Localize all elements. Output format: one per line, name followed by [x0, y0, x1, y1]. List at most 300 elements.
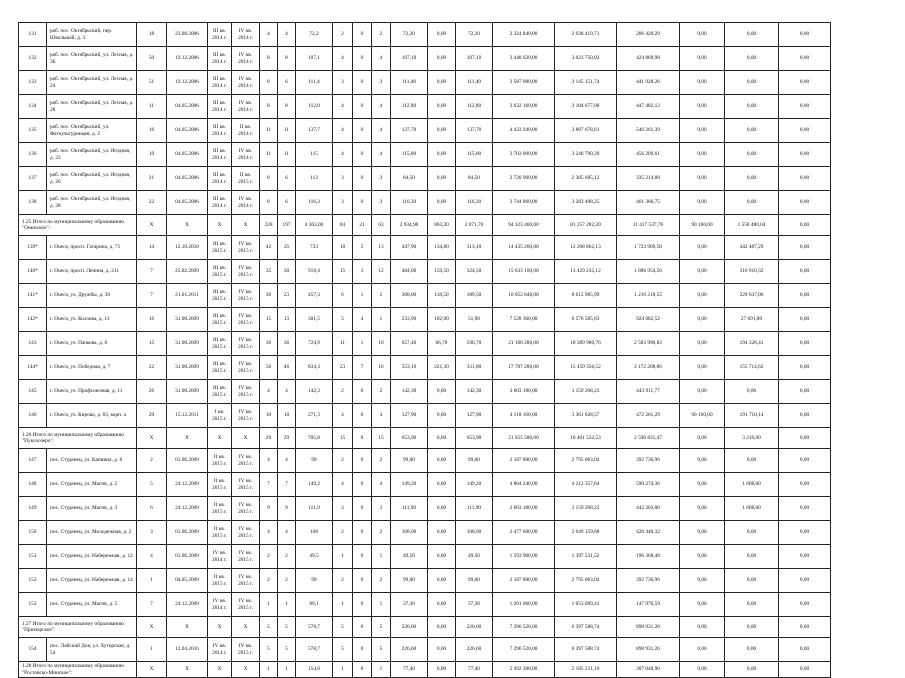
cell-c18: 307 048,90 [617, 662, 680, 678]
cell-c21: 0,00 [779, 191, 831, 215]
cell-c6: IV кв. 2014 г. [232, 47, 260, 71]
cell-c4: 01.06.2009 [167, 449, 208, 473]
cell-c4: 04.05.2006 [167, 95, 208, 119]
cell-c15: 49,50 [456, 545, 493, 569]
cell-c8: 5 [278, 617, 296, 638]
cell-c13: 226,60 [391, 617, 428, 638]
cell-c5: III кв. 2014 г. [208, 71, 232, 95]
cell-c19: 0,00 [680, 308, 725, 332]
cell-c5: III кв. 2015 г. [208, 308, 232, 332]
cell-c20: 0,00 [725, 71, 779, 95]
cell-c13: 77,40 [391, 662, 428, 678]
cell-c13: 226,60 [391, 638, 428, 662]
cell-c7: 7 [260, 473, 278, 497]
address-cell: г. Онега, ул. Пачкова, д. 8 [47, 332, 137, 356]
cell-c8: 4 [278, 521, 296, 545]
subtotal-label: 1.28 Итого по муниципальному образованию "Ростовско-Минское": [19, 662, 137, 678]
address-cell: раб. пос. Октябрьский, ул. Ягодная, д. 23 [47, 143, 137, 167]
cell-c5: III кв. 2015 г. [208, 332, 232, 356]
cell-c14: 0,00 [428, 545, 456, 569]
cell-c7: 30 [260, 284, 278, 308]
cell-c10: 5 [333, 638, 353, 662]
table-row [19, 308, 831, 332]
cell-c9: 111,4 [296, 71, 333, 95]
table-row [19, 449, 831, 473]
cell-c5: III кв. 2014 г. [208, 167, 232, 191]
cell-c10: 1 [333, 545, 353, 569]
cell-c9: 113 [296, 167, 333, 191]
cell-c6: IV кв. 2015 г. [232, 638, 260, 662]
cell-c18: 2 590 831,47 [617, 428, 680, 449]
cell-c15: 653,90 [456, 428, 493, 449]
cell-c9: 149,2 [296, 473, 333, 497]
cell-c13: 112,80 [391, 95, 428, 119]
cell-c15: 99,00 [456, 449, 493, 473]
cell-c18: 546 261,39 [617, 119, 680, 143]
cell-c13: 99,00 [391, 449, 428, 473]
cell-c20: 0,00 [725, 662, 779, 678]
cell-c16: 21 055 580,00 [493, 428, 555, 449]
cell-c18: 1 886 954,56 [617, 260, 680, 284]
cell-c16: 7 296 520,00 [493, 638, 555, 662]
cell-c7: 42 [260, 236, 278, 260]
cell-c21: 0,00 [779, 143, 831, 167]
cell-c3: 1 [137, 638, 167, 662]
address-cell: пос. Студенец, ул. Капнина, д. 8 [47, 449, 137, 473]
cell-c3: 29 [137, 404, 167, 428]
cell-c13: 233,90 [391, 308, 428, 332]
cell-c10: 4 [333, 404, 353, 428]
cell-c14: 0,00 [428, 380, 456, 404]
cell-c13: 657,40 [391, 332, 428, 356]
cell-c21: 0,00 [779, 119, 831, 143]
cell-c10: 15 [333, 428, 353, 449]
cell-c16: 3 187 800,00 [493, 569, 555, 593]
cell-c12: 15 [372, 428, 391, 449]
cell-c9: 142,3 [296, 380, 333, 404]
table-row [19, 119, 831, 143]
cell-c15: 107,10 [456, 47, 493, 71]
cell-c16: 7 528 360,00 [493, 308, 555, 332]
cell-c17: 3 159 268,23 [555, 380, 617, 404]
cell-c19: 0,00 [680, 23, 725, 47]
cell-c12: 3 [372, 71, 391, 95]
cell-c3: 7 [137, 260, 167, 284]
cell-c7: 4 [260, 380, 278, 404]
cell-c19: 0,00 [680, 380, 725, 404]
cell-c12: 10 [372, 332, 391, 356]
cell-c10: 5 [333, 308, 353, 332]
cell-c13: 115,00 [391, 143, 428, 167]
cell-c16: 2 720 900,00 [493, 167, 555, 191]
address-cell: пос. Студенец, ул. Молодежная, д. 2 [47, 521, 137, 545]
cell-c16: 21 168 280,00 [493, 332, 555, 356]
address-cell: раб. пос. Октябрьский, ул. Фагкультуринцев, д. 2 [47, 119, 137, 143]
cell-c18: 447 482,12 [617, 95, 680, 119]
cell-c14: 0,00 [428, 404, 456, 428]
cell-c9: 271,3 [296, 404, 333, 428]
row-number: 134 [19, 95, 47, 119]
cell-c8: 5 [278, 638, 296, 662]
cell-c11: 0 [353, 449, 372, 473]
cell-c15: 226,60 [456, 617, 493, 638]
cell-c11: 1 [353, 284, 372, 308]
row-number: 131 [19, 23, 47, 47]
address-cell: пос. Лайский Док, ул. Хуторская, д. 54 [47, 638, 137, 662]
address-cell: г. Онега, ул. Победная, д. 7 [47, 356, 137, 380]
cell-c9: 578,7 [296, 638, 333, 662]
cell-c16: 3 477 600,00 [493, 521, 555, 545]
cell-c18: 924 082,52 [617, 308, 680, 332]
cell-c6: IV кв. 2015 г. [232, 521, 260, 545]
cell-c17: 3 283 498,25 [555, 191, 617, 215]
cell-c3: 6 [137, 497, 167, 521]
cell-c11: 0 [353, 473, 372, 497]
cell-c5: II кв. 2015 г. [208, 473, 232, 497]
cell-c18: 442 303,80 [617, 497, 680, 521]
cell-c3: 7 [137, 593, 167, 617]
cell-c9: 578,7 [296, 617, 333, 638]
row-number: 149 [19, 497, 47, 521]
cell-c14: 0,00 [428, 47, 456, 71]
cell-c4: 04.05.2006 [167, 191, 208, 215]
cell-c15: 590,70 [456, 332, 493, 356]
cell-c17: 3 023 750,02 [555, 47, 617, 71]
cell-c5: III кв. 2014 г. [208, 23, 232, 47]
table-row [19, 167, 831, 191]
cell-c19: 0,00 [680, 662, 725, 678]
cell-c18: 443 911,77 [617, 380, 680, 404]
address-cell: раб. пос. Октябрьский, ул. Ягодная, д. 26 [47, 167, 137, 191]
cell-c15: 108,00 [456, 521, 493, 545]
cell-c16: 94 323 460,00 [493, 215, 555, 236]
cell-c14: 0,00 [428, 23, 456, 47]
cell-c11: 0 [353, 23, 372, 47]
cell-c8: 11 [278, 119, 296, 143]
cell-c12: 1 [372, 308, 391, 332]
cell-c17: 1 397 531,52 [555, 545, 617, 569]
cell-c10: 5 [333, 617, 353, 638]
cell-c12: 1 [372, 662, 391, 678]
cell-c14: 0,00 [428, 593, 456, 617]
cell-c11: 0 [353, 47, 372, 71]
cell-c7: 6 [260, 191, 278, 215]
cell-c11: 0 [353, 428, 372, 449]
cell-c15: 99,00 [456, 569, 493, 593]
cell-c10: 2 [333, 380, 353, 404]
cell-c10: 3 [333, 191, 353, 215]
cell-c16: 3 603 180,00 [493, 497, 555, 521]
cell-c13: 484,00 [391, 260, 428, 284]
cell-c4: 31.08.2009 [167, 380, 208, 404]
cell-c17: 8 612 985,99 [555, 284, 617, 308]
table-row [19, 284, 831, 308]
cell-c4: 31.08.2009 [167, 332, 208, 356]
cell-c17: 4 212 357,64 [555, 473, 617, 497]
cell-c6: X [232, 215, 260, 236]
cell-c18: 590 274,36 [617, 473, 680, 497]
cell-c21: 0,00 [779, 638, 831, 662]
cell-c6: IV кв. 2015 г. [232, 449, 260, 473]
cell-c19: 0,00 [680, 332, 725, 356]
cell-c20: 0,00 [725, 380, 779, 404]
cell-c8: 6 [278, 167, 296, 191]
cell-c9: 99 [296, 569, 333, 593]
cell-c20: 0,00 [725, 593, 779, 617]
cell-c3: 16 [137, 308, 167, 332]
cell-c9: 834,3 [296, 356, 333, 380]
cell-c19: 0,00 [680, 545, 725, 569]
cell-c20: 316 910,32 [725, 260, 779, 284]
cell-c21: 0,00 [779, 167, 831, 191]
cell-c7: 2 [260, 569, 278, 593]
cell-c20: 0,00 [725, 569, 779, 593]
cell-c17: 2 385 685,12 [555, 167, 617, 191]
cell-c10: 3 [333, 71, 353, 95]
cell-c18: 1 210 218,55 [617, 284, 680, 308]
cell-c16: 4 433 940,00 [493, 119, 555, 143]
cell-c16: 15 633 100,00 [493, 260, 555, 284]
address-cell: пос. Студенец, ул. Магия, д. 5 [47, 593, 137, 617]
cell-c14: 118,50 [428, 284, 456, 308]
cell-c17: 15 459 356,52 [555, 356, 617, 380]
cell-c7: 4 [260, 521, 278, 545]
cell-c18: 472 261,29 [617, 404, 680, 428]
cell-c21: 0,00 [779, 47, 831, 71]
cell-c17: 13 429 235,12 [555, 260, 617, 284]
cell-c7: 1 [260, 593, 278, 617]
cell-c5: III кв. 2015 г. [208, 260, 232, 284]
row-number: 140* [19, 260, 47, 284]
cell-c9: 107,1 [296, 47, 333, 71]
cell-c11: 5 [353, 236, 372, 260]
cell-c5: II кв. 2015 г. [208, 521, 232, 545]
cell-c12: 3 [372, 167, 391, 191]
cell-c15: 111,40 [456, 71, 493, 95]
cell-c4: X [167, 662, 208, 678]
cell-c9: 457,3 [296, 284, 333, 308]
cell-c9: 72,2 [296, 23, 333, 47]
address-cell: раб. пос. Октябрьский, ул. Ягодная, д. 28 [47, 191, 137, 215]
cell-c19: 0,00 [680, 617, 725, 638]
cell-c20: 0,00 [725, 23, 779, 47]
cell-c13: 127,90 [391, 404, 428, 428]
cell-c18: 461 366,75 [617, 191, 680, 215]
cell-c12: 4 [372, 95, 391, 119]
cell-c11: 21 [353, 215, 372, 236]
cell-c3: X [137, 617, 167, 638]
cell-c17: 3 049 159,68 [555, 521, 617, 545]
cell-c12: 2 [372, 569, 391, 593]
cell-c18: 1 723 909,58 [617, 236, 680, 260]
cell-c21: 0,00 [779, 473, 831, 497]
row-number: 152 [19, 569, 47, 593]
cell-c15: 84,50 [456, 167, 493, 191]
cell-c5: III кв. 2015 г. [208, 236, 232, 260]
cell-c17: 3 145 151,74 [555, 71, 617, 95]
cell-c3: 18 [137, 23, 167, 47]
cell-c5: III кв. 2015 г. [208, 380, 232, 404]
cell-c19: 0,00 [680, 356, 725, 380]
cell-c14: 66,70 [428, 332, 456, 356]
address-cell: раб. пос. Октябрьский, пер. Школьный, д. 3 [47, 23, 137, 47]
cell-c15: 115,00 [456, 143, 493, 167]
cell-c8: 46 [278, 356, 296, 380]
cell-c21: 0,00 [779, 569, 831, 593]
cell-c20: 191 710,14 [725, 404, 779, 428]
cell-c11: 0 [353, 95, 372, 119]
cell-c6: IV кв. 2014 г. [232, 143, 260, 167]
cell-c12: 4 [372, 143, 391, 167]
cell-c16: 4 804 240,00 [493, 473, 555, 497]
cell-c20: 0,00 [725, 119, 779, 143]
cell-c3: 7 [137, 284, 167, 308]
cell-c14: 182,00 [428, 308, 456, 332]
cell-c19: 0,00 [680, 638, 725, 662]
cell-c9: 137,7 [296, 119, 333, 143]
cell-c18: 898 931,26 [617, 638, 680, 662]
cell-c11: 0 [353, 404, 372, 428]
cell-c20: 0,00 [725, 143, 779, 167]
cell-c15: 37,30 [456, 593, 493, 617]
cell-c14: 0,00 [428, 119, 456, 143]
cell-c20: 442 487,29 [725, 236, 779, 260]
cell-c8: 8 [278, 95, 296, 119]
cell-c10: 3 [333, 497, 353, 521]
cell-c19: 0,00 [680, 119, 725, 143]
cell-c21: 0,00 [779, 215, 831, 236]
cell-c7: 29 [260, 428, 278, 449]
cell-c20: 1 608,00 [725, 497, 779, 521]
cell-c6: IV кв. 2014 г. [232, 71, 260, 95]
cell-c17: 3 246 790,39 [555, 143, 617, 167]
cell-c5: III кв. 2014 г. [208, 47, 232, 71]
cell-c10: 4 [333, 473, 353, 497]
cell-c16: 17 787 280,00 [493, 356, 555, 380]
cell-c16: 2 324 840,00 [493, 23, 555, 47]
cell-c17: 6 397 588,74 [555, 638, 617, 662]
cell-c14: 0,00 [428, 473, 456, 497]
cell-c20: 3 216,00 [725, 428, 779, 449]
cell-c4: 04.05.2009 [167, 569, 208, 593]
cell-c11: 0 [353, 545, 372, 569]
subtotal-row [19, 215, 831, 236]
cell-c7: 2 [260, 545, 278, 569]
cell-c10: 15 [333, 260, 353, 284]
cell-c5: IV кв. 2014 г. [208, 593, 232, 617]
cell-c17: 2 795 063,04 [555, 449, 617, 473]
cell-c14: 0,00 [428, 71, 456, 95]
cell-c19: 0,00 [680, 284, 725, 308]
cell-c11: 0 [353, 593, 372, 617]
cell-c12: 12 [372, 260, 391, 284]
cell-c21: 0,00 [779, 449, 831, 473]
cell-c11: 0 [353, 167, 372, 191]
cell-c10: 3 [333, 167, 353, 191]
address-cell: пос. Студенец, ул. Магия, д. 3 [47, 497, 137, 521]
address-cell: пос. Студенец, ул. Набережная, д. 14 [47, 569, 137, 593]
cell-c17: 81 257 282,20 [555, 215, 617, 236]
cell-c4: 31.08.2009 [167, 308, 208, 332]
cell-c18: 392 736,96 [617, 449, 680, 473]
cell-c16: 3 703 000,00 [493, 143, 555, 167]
cell-c12: 3 [372, 497, 391, 521]
cell-c14: 0,00 [428, 167, 456, 191]
cell-c12: 1 [372, 545, 391, 569]
cell-c5: X [208, 428, 232, 449]
cell-c13: 99,00 [391, 569, 428, 593]
cell-c19: 0,00 [680, 449, 725, 473]
table-row [19, 497, 831, 521]
cell-c4: 12.04.2016 [167, 638, 208, 662]
cell-c8: 4 [278, 380, 296, 404]
cell-c18: 2 583 990,83 [617, 332, 680, 356]
cell-c7: 228 [260, 215, 278, 236]
table-row [19, 191, 831, 215]
cell-c16: 1 593 900,00 [493, 545, 555, 569]
cell-c12: 2 [372, 23, 391, 47]
cell-c21: 0,00 [779, 521, 831, 545]
cell-c3: 19 [137, 143, 167, 167]
cell-c19: 0,00 [680, 143, 725, 167]
cell-c11: 0 [353, 380, 372, 404]
cell-c6: IV кв. 2015 г. [232, 308, 260, 332]
cell-c4: X [167, 617, 208, 638]
cell-c12: 4 [372, 119, 391, 143]
row-number: 144* [19, 356, 47, 380]
cell-c12: 5 [372, 638, 391, 662]
cell-c8: 2 [278, 569, 296, 593]
table-row [19, 236, 831, 260]
cell-c5: IV кв. 2014 г. [208, 545, 232, 569]
row-number: 153 [19, 593, 47, 617]
cell-c17: 2 185 231,10 [555, 662, 617, 678]
subtotal-row [19, 617, 831, 638]
cell-c15: 111,90 [456, 497, 493, 521]
cell-c15: 142,30 [456, 380, 493, 404]
cell-c18: 441 928,26 [617, 71, 680, 95]
cell-c10: 4 [333, 47, 353, 71]
cell-c11: 0 [353, 71, 372, 95]
cell-c21: 0,00 [779, 593, 831, 617]
cell-c5: X [208, 617, 232, 638]
cell-c8: 8 [278, 47, 296, 71]
cell-c5: II кв. 2015 г. [208, 497, 232, 521]
cell-c12: 5 [372, 617, 391, 638]
cell-c14: 0,00 [428, 662, 456, 678]
address-cell: г. Онега, ул. Кирова, д. 83, корп. а [47, 404, 137, 428]
cell-c7: 6 [260, 167, 278, 191]
row-number: 151 [19, 545, 47, 569]
cell-c3: 3 [137, 521, 167, 545]
cell-c14: 0,00 [428, 428, 456, 449]
table-row [19, 593, 831, 617]
cell-c18: 196 368,48 [617, 545, 680, 569]
address-cell: пос. Студенец, ул. Набережная, д. 12 [47, 545, 137, 569]
cell-c17: 1 053 089,41 [555, 593, 617, 617]
address-cell: г. Онега, просп. Ленина, д. 211 [47, 260, 137, 284]
cell-c13: 116,30 [391, 191, 428, 215]
cell-c9: 108 [296, 521, 333, 545]
cell-c20: 0,00 [725, 95, 779, 119]
cell-c6: X [232, 662, 260, 678]
cell-c7: 4 [260, 449, 278, 473]
row-number: 136 [19, 143, 47, 167]
cell-c4: 24.12.2009 [167, 593, 208, 617]
cell-c6: IV кв. 2015 г. [232, 332, 260, 356]
cell-c18: 424 869,98 [617, 47, 680, 71]
cell-c13: 107,10 [391, 47, 428, 71]
